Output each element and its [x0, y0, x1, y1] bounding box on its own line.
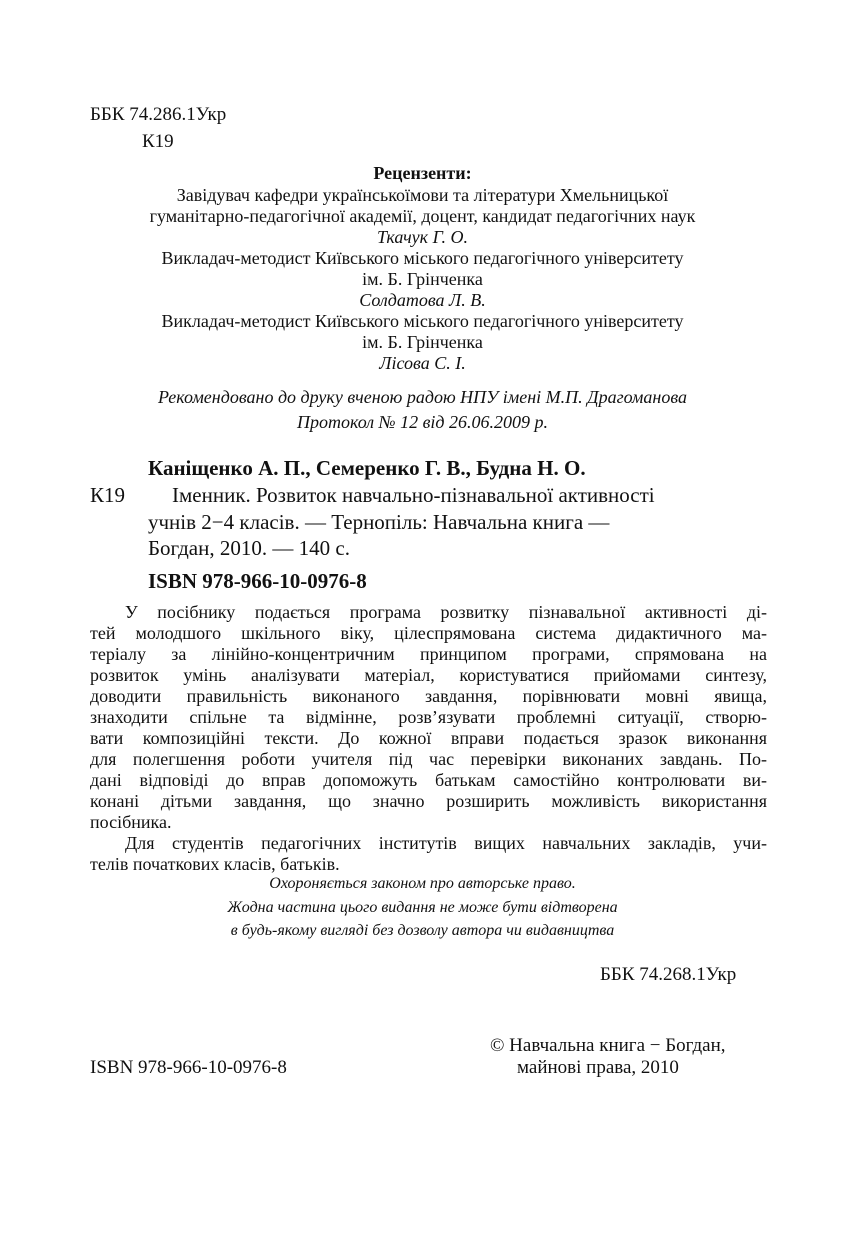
annotation-line: конані дітьми завдання, що значно розширить можливість використання: [90, 791, 767, 811]
reviewer-1-position-cont: гуманітарно-педагогічної академії, доцент, кандидат педагогічних наук: [149, 206, 696, 226]
annotation-line: У посібнику подається програма розвитку пізнавальної активності ді-: [125, 602, 767, 622]
reviewer-2-position-cont: ім. Б. Грінченка: [362, 269, 483, 289]
reviewer-2-name: Солдатова Л. В.: [359, 290, 486, 310]
author-sign-code: К19: [90, 483, 126, 507]
publisher-copyright-line: © Навчальна книга − Богдан,: [490, 1035, 726, 1056]
reviewer-2-position: Викладач-методист Київського міського педагогічного університету: [161, 248, 684, 268]
annotation-line: розвиток умінь аналізувати матеріал, користуватися прийомами синтезу,: [90, 665, 767, 685]
reviewer-1-position: Завідувач кафедри українськоїмови та літератури Хмельницької: [176, 185, 669, 205]
copyright-notice-line: Охороняється законом про авторське право.: [269, 875, 576, 892]
annotation-line: вати композиційні тексти. До кожної вправи подається зразок виконання: [90, 728, 767, 748]
reviewer-3-position: Викладач-методист Київського міського педагогічного університету: [161, 311, 684, 331]
isbn-bottom: ISBN 978-966-10-0976-8: [90, 1057, 287, 1078]
author-sign-top: К19: [142, 131, 174, 152]
annotation-line: знаходити спільне та відмінне, розв’язувати проблемні ситуації, створю-: [90, 707, 767, 727]
book-title-line: Іменник. Розвиток навчально-пізнавальної активності: [172, 483, 655, 507]
book-authors: Каніщенко А. П., Семеренко Г. В., Будна Н. О.: [148, 456, 586, 480]
publisher-rights-line: майнові права, 2010: [517, 1057, 679, 1078]
reviewers-heading: Рецензенти:: [373, 163, 472, 183]
annotation-line: Для студентів педагогічних інститутів вищих навчальних закладів, учи-: [125, 833, 767, 853]
book-publisher-line: Богдан, 2010. — 140 с.: [148, 536, 350, 560]
copyright-notice-line: Жодна частина цього видання не може бути відтворена: [227, 899, 618, 916]
annotation-line: посібника.: [90, 812, 172, 832]
protocol-line: Протокол № 12 від 26.06.2009 р.: [296, 412, 549, 432]
bbk-code-bottom: ББК 74.268.1Укр: [600, 964, 737, 985]
annotation-line: тей молодшого шкільного віку, цілеспрямована система дидактичного ма-: [90, 623, 767, 643]
bbk-code-top: ББК 74.286.1Укр: [90, 104, 227, 125]
recommendation-line: Рекомендовано до друку вченою радою НПУ імені М.П. Драгоманова: [157, 387, 688, 407]
annotation-line: теріалу за лінійно-концентричним принципом програми, спрямована на: [90, 644, 767, 664]
annotation-line: доводити правильність виконаного завдання, порівнювати мовні явища,: [90, 686, 767, 706]
annotation-line: для полегшення роботи учителя під час перевірки виконаних завдань. По-: [90, 749, 767, 769]
reviewer-3-name: Лісова С. І.: [379, 353, 466, 373]
annotation-line: телів початкових класів, батьків.: [90, 854, 340, 874]
book-details-line: учнів 2−4 класів. — Тернопіль: Навчальна книга —: [148, 510, 610, 534]
book-isbn: ISBN 978-966-10-0976-8: [148, 569, 367, 593]
copyright-notice-line: в будь-якому вигляді без дозволу автора чи видавництва: [230, 922, 615, 939]
reviewer-1-name: Ткачук Г. О.: [377, 227, 468, 247]
reviewer-3-position-cont: ім. Б. Грінченка: [362, 332, 483, 352]
annotation-line: дані відповіді до вправ допоможуть батькам самостійно контролювати ви-: [90, 770, 767, 790]
